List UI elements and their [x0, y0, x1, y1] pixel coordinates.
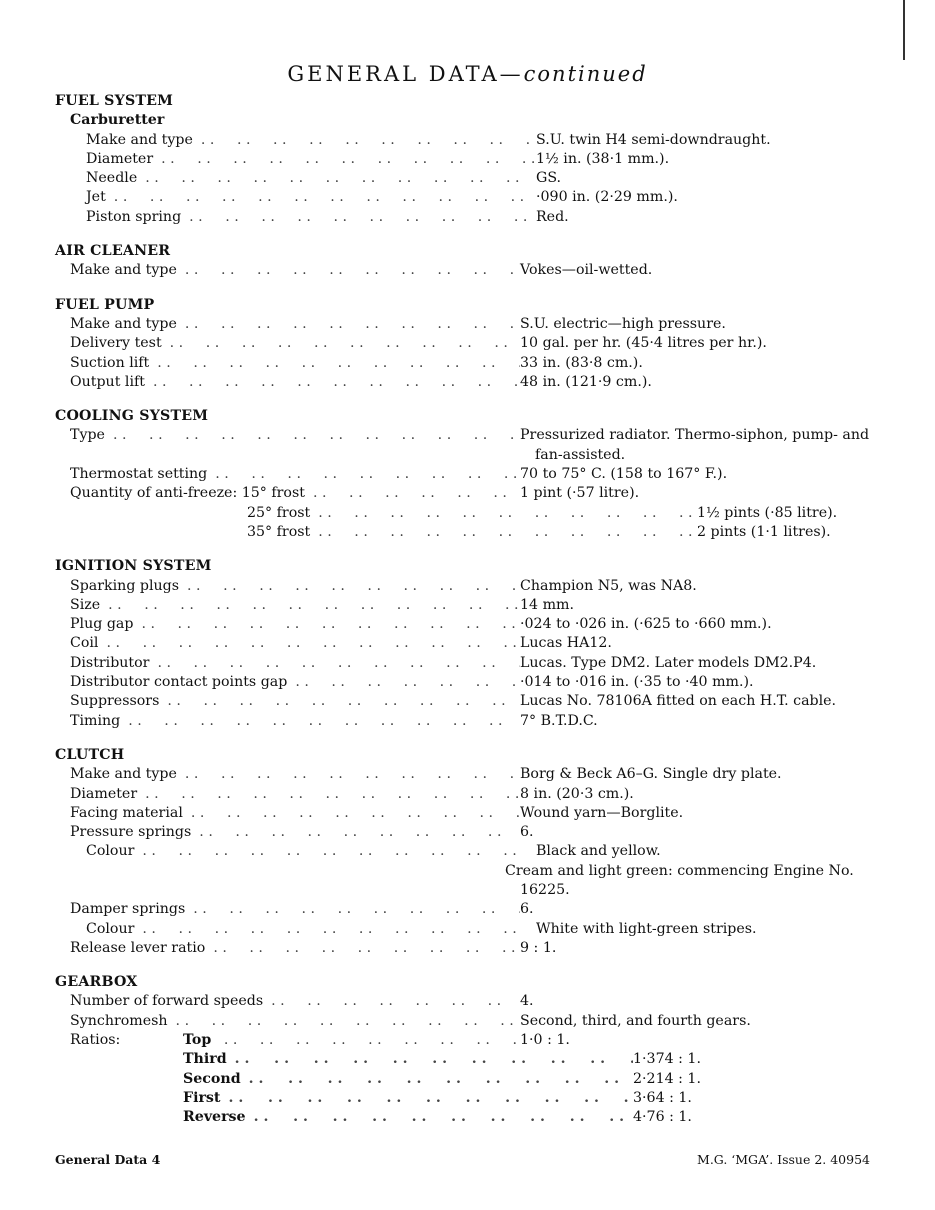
section-clutch — [55, 746, 870, 958]
spec-content — [55, 92, 870, 1143]
spec-label: Quantity of anti-freeze: 15° frost . . — [55, 484, 520, 503]
spec-row — [55, 1070, 870, 1089]
page-title-main: GENERAL DATA— — [287, 62, 524, 86]
spec-value: 8 in. (20·3 cm.). — [520, 785, 634, 802]
spec-label: Distributor contact points gap . . — [55, 673, 520, 692]
spec-label: Make and type . . — [55, 131, 536, 150]
spec-value: Champion N5, was NA8. — [520, 577, 697, 594]
spec-label: Sparking plugs . . — [55, 577, 520, 596]
spec-label: Distributor . . — [55, 654, 520, 673]
section-cooling-system — [55, 407, 870, 542]
spec-value: 10 gal. per hr. (45·4 litres per hr.). — [520, 335, 767, 352]
page-title-sub: continued — [523, 62, 648, 86]
spec-row — [55, 765, 870, 784]
spec-label: Thermostat setting . . — [55, 465, 520, 484]
spec-value: S.U. twin H4 semi-downdraught. — [536, 131, 771, 148]
spec-label: Coil . . — [55, 634, 520, 653]
spec-value: 3·64 : 1. — [633, 1089, 692, 1106]
spec-label: Size . . — [55, 596, 520, 615]
spec-value: 9 : 1. — [520, 939, 557, 956]
spec-value: Vokes—oil-wetted. — [520, 262, 653, 279]
section-title: FUEL SYSTEM — [55, 93, 174, 109]
spec-label: Needle . . — [55, 169, 536, 188]
spec-label: Colour . . — [55, 842, 536, 861]
spec-row — [55, 804, 870, 823]
spec-value: 1·374 : 1. — [633, 1051, 701, 1068]
spec-row — [55, 823, 870, 842]
spec-value: Borg & Beck A6–G. Single dry plate. — [520, 766, 782, 783]
spec-value: Lucas No. 78106A fitted on each H.T. cable. — [520, 693, 837, 710]
footer-page-ref: General Data 4 — [55, 1152, 161, 1167]
spec-row — [55, 900, 870, 919]
spec-row — [55, 939, 870, 958]
spec-row — [55, 1108, 870, 1127]
spec-label: Third . . — [55, 1050, 633, 1069]
spec-value: 2·214 : 1. — [633, 1070, 701, 1087]
footer-publication-ref: M.G. ‘MGA’. Issue 2. 40954 — [697, 1152, 870, 1167]
spec-value: ·014 to ·016 in. (·35 to ·40 mm.). — [520, 674, 754, 691]
spec-row — [55, 1050, 870, 1069]
spec-label: Damper springs . . — [55, 900, 520, 919]
spec-row — [55, 523, 870, 542]
spec-row — [55, 484, 870, 503]
spec-value — [536, 842, 870, 861]
spec-label: Number of forward speeds . . — [55, 992, 520, 1011]
spec-label: 25° frost . . — [55, 504, 697, 523]
spec-label: Piston spring . . — [55, 208, 536, 227]
spec-value: S.U. electric—high pressure. — [520, 315, 726, 332]
spec-value: 7° B.T.D.C. — [520, 712, 598, 729]
spec-value: Lucas. Type DM2. Later models DM2.P4. — [520, 654, 817, 671]
spec-row — [55, 354, 870, 373]
section-title: COOLING SYSTEM — [55, 408, 209, 425]
spec-row — [55, 261, 870, 280]
spec-row — [55, 150, 870, 169]
spec-value: Red. — [536, 208, 569, 225]
spec-value-line: Pressurized radiator. Thermo-siphon, pump- and — [520, 427, 870, 444]
spec-label: Output lift . . — [55, 373, 520, 392]
section-title: AIR CLEANER — [55, 243, 171, 260]
spec-value: GS. — [536, 170, 562, 187]
spec-label: Release lever ratio . . — [55, 939, 520, 958]
spec-row — [55, 334, 870, 353]
spec-row — [55, 862, 870, 901]
spec-row — [55, 673, 870, 692]
ratio-gear-label: Top — [183, 1032, 212, 1049]
page-footer — [55, 1152, 870, 1167]
spec-value: 14 mm. — [520, 596, 574, 613]
spec-row — [55, 577, 870, 596]
spec-value: ·090 in. (2·29 mm.). — [536, 189, 678, 206]
spec-row — [55, 1012, 870, 1031]
section-title: GEARBOX — [55, 974, 138, 991]
spec-value: Wound yarn—Borglite. — [520, 804, 684, 821]
spec-row — [55, 1031, 870, 1050]
spec-value: ·024 to ·026 in. (·625 to ·660 mm.). — [520, 616, 772, 633]
spec-value-line: Black and yellow. — [536, 843, 661, 860]
spec-value-line: Cream and light green: commencing Engine No. — [505, 862, 854, 879]
spec-label: Timing . . — [55, 712, 520, 731]
spec-row — [55, 712, 870, 731]
section-title: FUEL PUMP — [55, 296, 155, 313]
section-title: IGNITION SYSTEM — [55, 558, 212, 575]
spec-label: Second . . — [55, 1070, 633, 1089]
spec-value — [505, 862, 870, 901]
spec-value: Lucas HA12. — [520, 635, 612, 652]
spec-row — [55, 131, 870, 150]
spec-row — [55, 315, 870, 334]
spec-label: Plug gap . . — [55, 615, 520, 634]
spec-row — [55, 634, 870, 653]
spec-row — [55, 692, 870, 711]
spec-value: 48 in. (121·9 cm.). — [520, 373, 652, 390]
section-gearbox — [55, 973, 870, 1127]
spec-row — [55, 208, 870, 227]
spec-row — [55, 465, 870, 484]
section-title: CLUTCH — [55, 746, 125, 763]
spec-label — [55, 1031, 520, 1050]
spec-label: Jet . . — [55, 188, 536, 207]
spec-value-continuation: fan-assisted. — [535, 446, 626, 463]
spec-value-continuation: 16225. — [520, 881, 570, 898]
spec-label: Synchromesh . . — [55, 1012, 520, 1031]
section-air-cleaner — [55, 242, 870, 281]
spec-row — [55, 842, 870, 861]
sub-heading-carburetter: Carburetter — [70, 112, 165, 129]
page-edge-line — [903, 0, 905, 60]
spec-value: 4·76 : 1. — [633, 1109, 692, 1126]
spec-label: Make and type . . — [55, 261, 520, 280]
spec-label: Make and type . . — [55, 315, 520, 334]
spec-row — [55, 615, 870, 634]
spec-row — [55, 785, 870, 804]
spec-label: Suction lift . . — [55, 354, 520, 373]
spec-label: Diameter . . — [55, 150, 536, 169]
spec-label: 35° frost . . — [55, 523, 697, 542]
spec-value — [520, 426, 870, 465]
spec-row — [55, 373, 870, 392]
spec-row — [55, 992, 870, 1011]
spec-label: Colour . . — [55, 920, 536, 939]
spec-value: Second, third, and fourth gears. — [520, 1012, 751, 1029]
spec-label: Make and type . . — [55, 765, 520, 784]
spec-label: Diameter . . — [55, 785, 520, 804]
spec-value: 4. — [520, 993, 534, 1010]
spec-value: 1 pint (·57 litre). — [520, 485, 640, 502]
spec-value: 1·0 : 1. — [520, 1032, 570, 1049]
spec-value: 6. — [520, 824, 534, 841]
spec-row — [55, 504, 870, 523]
spec-row — [55, 426, 870, 465]
section-fuel-system — [55, 92, 870, 227]
spec-label: First . . — [55, 1089, 633, 1108]
spec-row — [55, 1089, 870, 1108]
spec-value: 2 pints (1·1 litres). — [697, 523, 831, 540]
section-ignition-system — [55, 557, 870, 731]
spec-label: Reverse . . — [55, 1108, 633, 1127]
spec-row — [55, 596, 870, 615]
spec-label: Delivery test . . — [55, 334, 520, 353]
spec-row — [55, 169, 870, 188]
spec-label: Suppressors . . — [55, 692, 520, 711]
spec-row — [55, 654, 870, 673]
spec-row — [55, 188, 870, 207]
section-fuel-pump — [55, 296, 870, 392]
spec-label: Type . . — [55, 426, 520, 445]
spec-value: 70 to 75° C. (158 to 167° F.). — [520, 466, 728, 483]
spec-value: 1½ pints (·85 litre). — [697, 504, 838, 521]
spec-value: White with light-green stripes. — [536, 920, 757, 937]
ratios-label: Ratios: — [70, 1032, 121, 1049]
spec-value: 1½ in. (38·1 mm.). — [536, 150, 670, 167]
page-title — [0, 62, 935, 86]
spec-label: Pressure springs . . — [55, 823, 520, 842]
spec-value: 6. — [520, 901, 534, 918]
spec-row — [55, 920, 870, 939]
spec-value: 33 in. (83·8 cm.). — [520, 354, 643, 371]
spec-label: Facing material . . — [55, 804, 520, 823]
